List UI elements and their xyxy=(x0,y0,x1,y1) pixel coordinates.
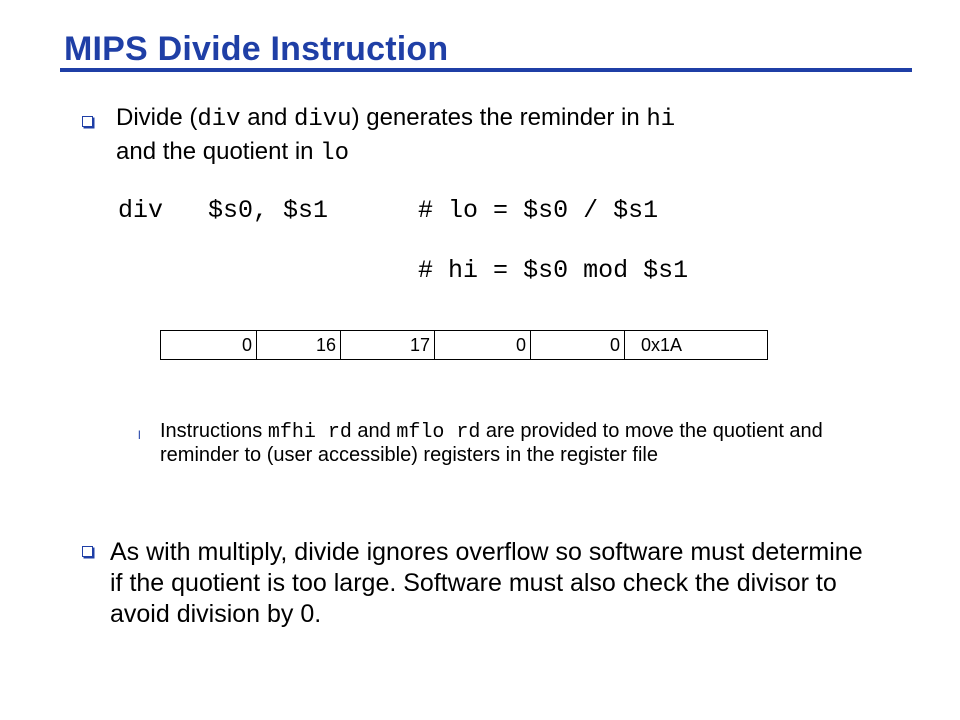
bullet1-text-1: Divide ( xyxy=(116,104,198,131)
instruction-format-box xyxy=(160,330,768,360)
sub-text-2: and xyxy=(351,420,397,442)
bullet1-text-and: and xyxy=(240,104,294,131)
square-bullet-icon xyxy=(82,546,93,557)
field-rs: 16 xyxy=(257,331,341,359)
field-shamt: 0 xyxy=(531,331,625,359)
code-divu: divu xyxy=(293,106,352,133)
field-rd: 0 xyxy=(435,331,531,359)
sub-text-1: Instructions xyxy=(160,420,268,442)
bullet1-text-3: and the quotient in xyxy=(116,138,321,165)
code-mfhi: mfhi rd xyxy=(267,421,352,444)
sub-bullet-marker: l xyxy=(138,428,141,442)
title-underline xyxy=(60,68,912,72)
code-div: div xyxy=(197,106,241,133)
slide-title: MIPS Divide Instruction xyxy=(64,30,449,68)
code-lo: lo xyxy=(320,140,349,167)
sub-bullet-mfhi-mflo xyxy=(160,420,900,467)
code-hi: hi xyxy=(646,106,676,133)
code-line-div: div $s0, $s1 # lo = $s0 / $s1 xyxy=(118,196,659,225)
bullet1-text-2: ) generates the reminder in xyxy=(351,104,647,131)
code-mflo: mflo rd xyxy=(396,421,481,444)
field-funct: 0x1A xyxy=(641,334,683,355)
field-rt: 17 xyxy=(341,331,435,359)
square-bullet-icon xyxy=(82,116,93,127)
code-line-mod: # hi = $s0 mod $s1 xyxy=(118,256,689,285)
sub-text-3: are provided to move the quotient and reminder to (user accessible) registers in the register file xyxy=(160,420,823,466)
field-op: 0 xyxy=(161,331,257,359)
bullet-divide-description xyxy=(116,102,896,170)
bullet-overflow-note: As with multiply, divide ignores overflow so software must determine if the quotient is too large. Software must also check the divisor to avoid division by 0. xyxy=(110,538,863,628)
